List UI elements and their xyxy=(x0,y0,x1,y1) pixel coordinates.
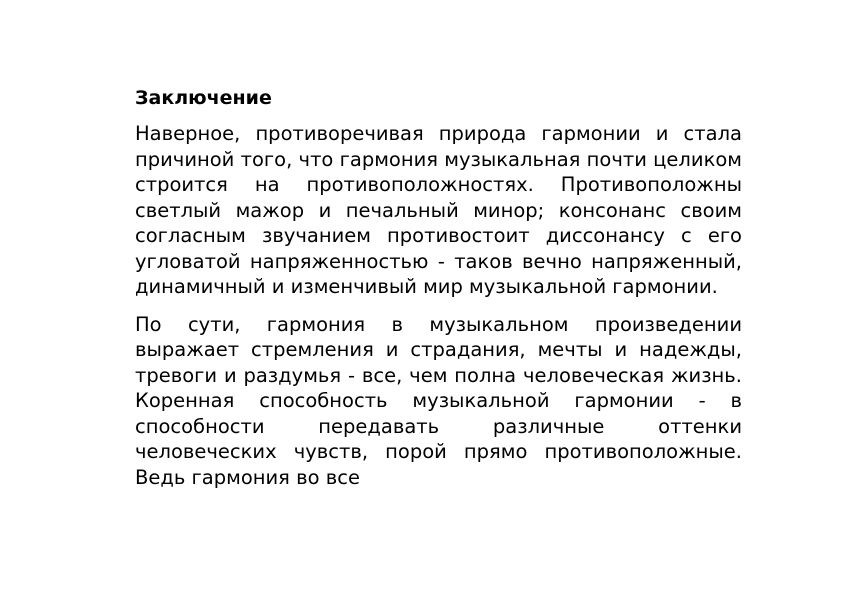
section-heading: Заключение xyxy=(135,87,272,109)
paragraph-1: Наверное, противоречивая природа гармонии и стала причиной того, что гармония музыкальная почти целиком строится на противоположностях. Противоположны светлый мажор и печальный минор; консонанс своим согласным звучанием противостоит диссонансу с его угловатой напряженностью - таков вечно напряженный, динамичный и изменчивый мир музыкальной гармонии. xyxy=(135,122,742,298)
document-body xyxy=(135,85,742,502)
paragraph-2: По сути, гармония в музыкальном произведении выражает стремления и страдания, мечты и надежды, тревоги и раздумья - все, чем полна человеческая жизнь. Коренная способность музыкальной гармонии - в способности передавать различные оттенки человеческих чувств, порой прямо противоположные. Ведь гармония во все xyxy=(135,312,742,489)
